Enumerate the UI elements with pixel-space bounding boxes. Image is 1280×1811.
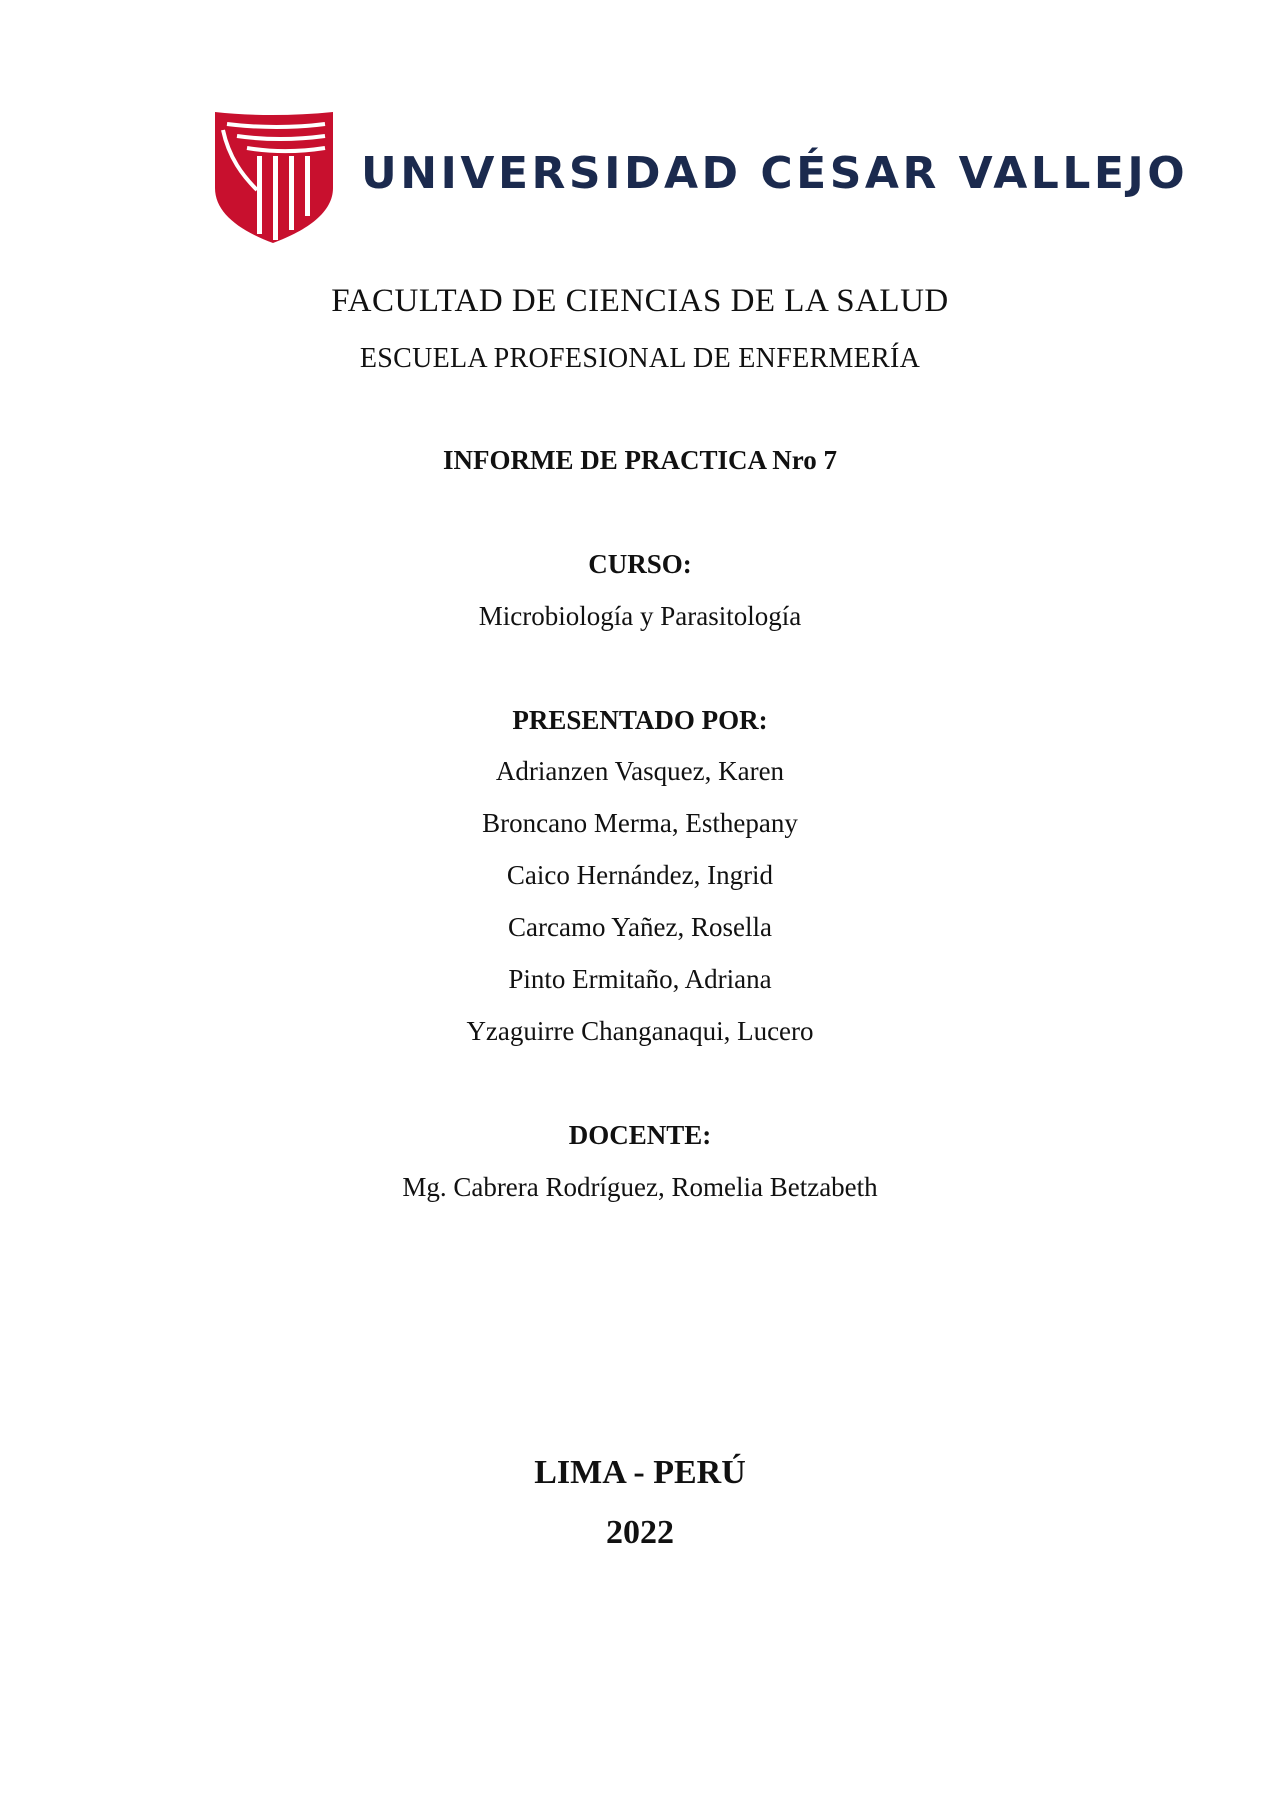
teacher-name: Mg. Cabrera Rodríguez, Romelia Betzabeth — [402, 1172, 878, 1202]
course-label: CURSO: — [588, 549, 692, 579]
author-item: Adrianzen Vasquez, Karen — [495, 756, 785, 786]
university-name: UNIVERSIDAD CÉSAR VALLEJO — [361, 148, 1189, 199]
author-item: Yzaguirre Changanaqui, Lucero — [466, 1016, 814, 1046]
author-item: Caico Hernández, Ingrid — [506, 860, 774, 890]
report-title: INFORME DE PRACTICA Nro 7 — [442, 445, 837, 475]
presented-by-label: PRESENTADO POR: — [512, 705, 768, 735]
author-item: Carcamo Yañez, Rosella — [508, 912, 772, 942]
ucv-shield-icon — [213, 110, 338, 245]
city-country: LIMA - PERÚ — [534, 1454, 746, 1491]
school-name: ESCUELA PROFESIONAL DE ENFERMERÍA — [359, 343, 921, 374]
authors-list — [0, 758, 1280, 1070]
course-value: Microbiología y Parasitología — [478, 601, 802, 631]
teacher-label: DOCENTE: — [568, 1120, 712, 1150]
author-item: Broncano Merma, Esthepany — [482, 808, 798, 838]
faculty-name: FACULTAD DE CIENCIAS DE LA SALUD — [331, 283, 949, 319]
author-item: Pinto Ermitaño, Adriana — [508, 964, 772, 994]
year: 2022 — [606, 1514, 674, 1551]
university-logo — [213, 110, 1189, 245]
